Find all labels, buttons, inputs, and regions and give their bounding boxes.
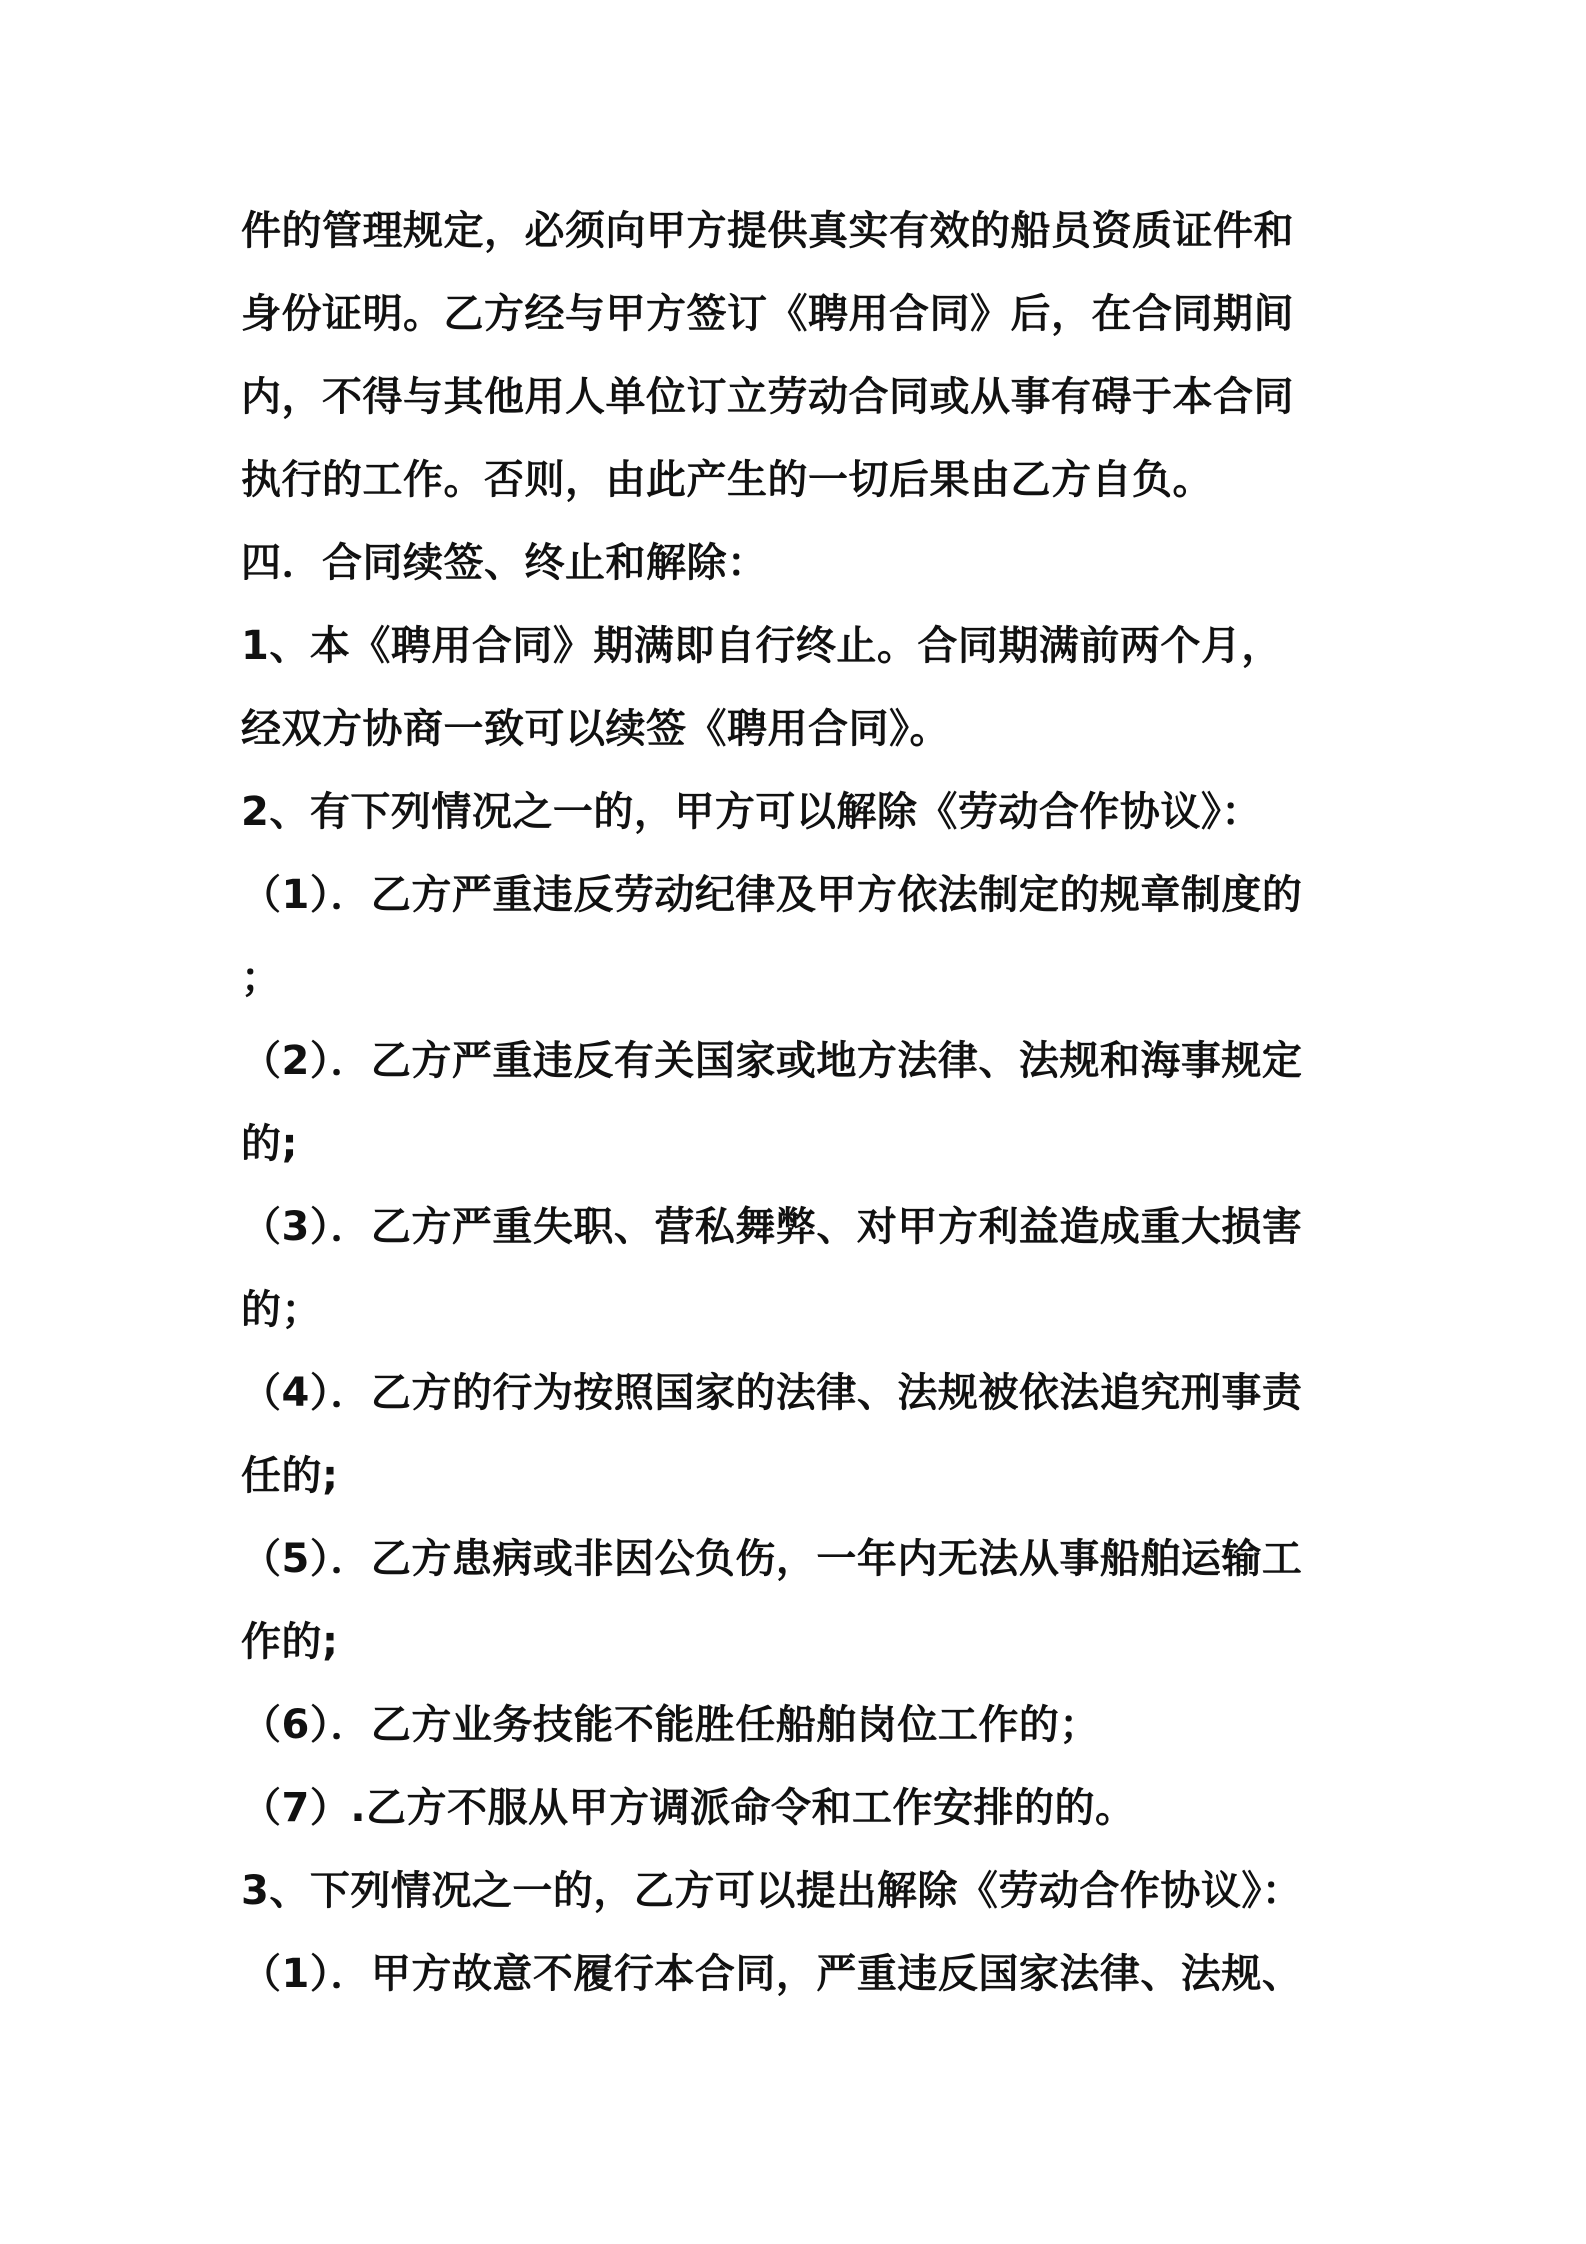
text-line: 件的管理规定，必须向甲方提供真实有效的船员资质证件和 [241,208,1294,254]
text-line: 身份证明。乙方经与甲方签订《聘用合同》后，在合同期间 [241,291,1294,337]
list-item: （1）．甲方故意不履行本合同，严重违反国家法律、法规、 [241,1951,1303,1997]
list-item: （3）．乙方严重失职、营私舞弊、对甲方利益造成重大损害 [241,1204,1303,1250]
text-line: 的； [241,1287,322,1333]
text-line: 作的; [241,1619,339,1665]
contract-text [241,190,1361,2016]
list-item: （7）.乙方不服从甲方调派命令和工作安排的的。 [241,1785,1136,1831]
text-line: ； [241,955,282,1001]
text-line: 经双方协商一致可以续签《聘用合同》。 [241,706,950,752]
section-heading: 四．合同续签、终止和解除： [241,540,768,586]
text-line: 执行的工作。否则，由此产生的一切后果由乙方自负。 [241,457,1213,503]
text-line: 的; [241,1121,298,1167]
list-item: （4）．乙方的行为按照国家的法律、法规被依法追究刑事责 [241,1370,1303,1416]
text-line: 1、本《聘用合同》期满即自行终止。合同期满前两个月， [241,623,1282,669]
list-item: （2）．乙方严重违反有关国家或地方法律、法规和海事规定 [241,1038,1303,1084]
list-item: （1）．乙方严重违反劳动纪律及甲方依法制定的规章制度的 [241,872,1303,918]
text-line: 内，不得与其他用人单位订立劳动合同或从事有碍于本合同 [241,374,1294,420]
text-line: 3、下列情况之一的，乙方可以提出解除《劳动合作协议》： [241,1868,1303,1914]
list-item: （5）．乙方患病或非因公负伤，一年内无法从事船舶运输工 [241,1536,1303,1582]
text-line: 任的; [241,1453,339,1499]
text-line: 2、有下列情况之一的，甲方可以解除《劳动合作协议》： [241,789,1262,835]
list-item: （6）．乙方业务技能不能胜任船舶岗位工作的； [241,1702,1100,1748]
